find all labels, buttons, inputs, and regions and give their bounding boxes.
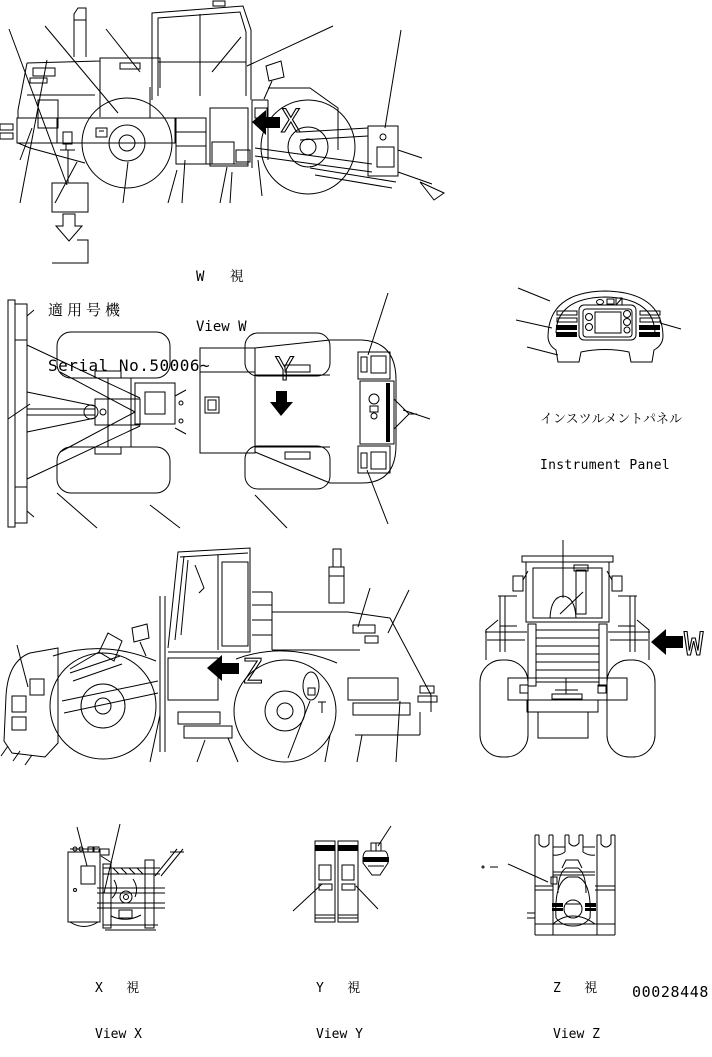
right-vent: [639, 311, 660, 337]
front-wheel-lower: [50, 649, 156, 759]
boom-and-bucket: [1, 624, 158, 765]
rear-body-plan: [330, 340, 417, 483]
serial-applicability-mark: [52, 150, 88, 263]
front-wheel: [261, 100, 355, 194]
view-z-label: [553, 950, 600, 1057]
serial-note: [48, 264, 210, 395]
gauge-cluster: [579, 298, 636, 340]
hollow-down-arrow: [56, 214, 82, 241]
view-w-label-jp: W 視: [196, 269, 244, 286]
instrument-panel-label: [540, 381, 682, 488]
arrow-y-marker: [270, 391, 293, 416]
instrument-panel-label-jp: インスツルメントパネル: [540, 411, 682, 427]
arrow-letter-z: Z: [242, 652, 263, 692]
view-x-label: [95, 950, 142, 1057]
doc-number: 00028448: [632, 983, 710, 1001]
detail-view-y: [293, 826, 391, 922]
left-vent: [556, 311, 577, 337]
callout-lines-lower-view: [17, 588, 409, 762]
cab: [152, 1, 251, 100]
cab-lower: [168, 548, 272, 652]
view-y-label: [316, 950, 363, 1057]
serial-note-en: Serial No.50006~: [48, 356, 211, 376]
rear-bumper: [508, 678, 627, 738]
rear-frame-lower: [303, 672, 437, 735]
machine-body: [0, 8, 175, 163]
view-w-label-en: View W: [196, 318, 247, 335]
detail-view-x: [68, 824, 184, 930]
blade: [8, 300, 34, 527]
arrow-x-marker: [252, 110, 280, 135]
view-y-label-jp: Y 視: [316, 980, 361, 996]
rear-view-machine: [480, 540, 704, 757]
view-x-label-en: View X: [95, 1026, 142, 1042]
mirror: [264, 61, 284, 99]
view-z-label-en: View Z: [553, 1026, 600, 1042]
small-part: [363, 843, 389, 875]
serial-note-jp: 適用号機: [48, 300, 125, 319]
side-view-machine-lower: [1, 548, 437, 765]
detail-view-z: [482, 835, 615, 935]
side-view-machine-top: [0, 1, 444, 263]
instrument-panel-drawing: [516, 288, 681, 362]
view-x-label-jp: X 視: [95, 980, 140, 996]
instrument-panel-label-en: Instrument Panel: [540, 457, 671, 473]
view-y-label-en: View Y: [316, 1026, 363, 1042]
rear-tires: [480, 660, 655, 757]
arrow-letter-x: X: [281, 102, 301, 140]
arrow-letter-w: W: [684, 625, 704, 663]
arrow-letter-y: Y: [275, 350, 295, 388]
arrow-z-marker: [207, 655, 239, 681]
serial-bracket: [52, 240, 88, 263]
rear-cab: [513, 556, 622, 622]
arrow-w-marker: [651, 629, 683, 655]
view-z-label-jp: Z 視: [553, 980, 598, 996]
rear-frame: [485, 596, 650, 686]
hood-lower: [272, 549, 431, 712]
